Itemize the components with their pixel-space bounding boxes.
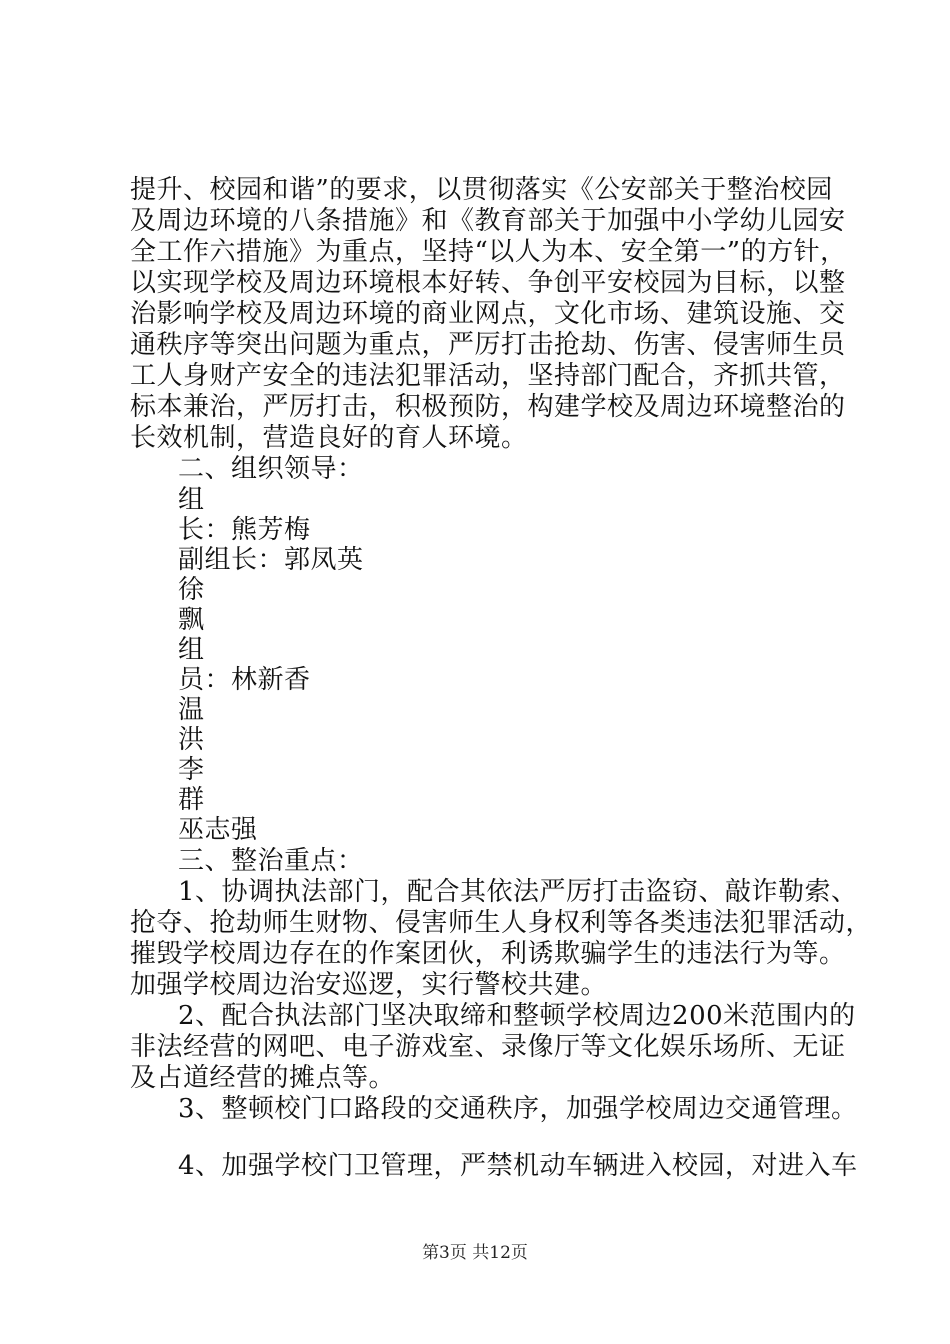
paragraph-line: 通秩序等突出问题为重点，严厉打击抢劫、伤害、侵害师生员 [130, 330, 846, 360]
paragraph-line: 4、加强学校门卫管理，严禁机动车辆进入校园，对进入车 [178, 1151, 858, 1181]
paragraph-line: 长效机制，营造良好的育人环境。 [130, 423, 528, 453]
org-line: 群 [178, 785, 205, 815]
org-line: 洪 [178, 725, 205, 755]
section-heading: 二、组织领导： [178, 454, 364, 484]
org-line: 温 [178, 695, 205, 725]
org-line: 员：林新香 [178, 665, 311, 695]
paragraph-line: 非法经营的网吧、电子游戏室、录像厅等文化娱乐场所、无证 [130, 1032, 846, 1062]
org-line: 组 [178, 485, 205, 515]
paragraph-line: 及周边环境的八条措施》和《教育部关于加强中小学幼儿园安 [130, 206, 846, 236]
paragraph-line: 全工作六措施》为重点，坚持“以人为本、安全第一”的方针， [130, 237, 847, 267]
section-heading: 三、整治重点： [178, 846, 364, 876]
paragraph-line: 提升、校园和谐”的要求，以贯彻落实《公安部关于整治校园 [130, 175, 833, 205]
paragraph-line: 加强学校周边治安巡逻，实行警校共建。 [130, 970, 608, 1000]
org-line: 李 [178, 755, 205, 785]
paragraph-line: 2、配合执法部门坚决取缔和整顿学校周边200米范围内的 [178, 1001, 856, 1031]
org-line: 徐 [178, 575, 205, 605]
org-line: 巫志强 [178, 815, 258, 845]
paragraph-line: 工人身财产安全的违法犯罪活动，坚持部门配合，齐抓共管， [130, 361, 846, 391]
paragraph-line: 1、协调执法部门，配合其依法严厉打击盗窃、敲诈勒索、 [178, 877, 858, 907]
paragraph-line: 标本兼治，严厉打击，积极预防，构建学校及周边环境整治的 [130, 392, 846, 422]
org-line: 组 [178, 635, 205, 665]
paragraph-line: 3、整顿校门口路段的交通秩序，加强学校周边交通管理。 [178, 1094, 858, 1124]
paragraph-line: 以实现学校及周边环境根本好转、争创平安校园为目标，以整 [130, 268, 846, 298]
paragraph-line: 及占道经营的摊点等。 [130, 1063, 396, 1093]
org-line: 副组长：郭凤英 [178, 545, 364, 575]
paragraph-line: 治影响学校及周边环境的商业网点，文化市场、建筑设施、交 [130, 299, 846, 329]
org-line: 飘 [178, 605, 205, 635]
paragraph-line: 摧毁学校周边存在的作案团伙，利诱欺骗学生的违法行为等。 [130, 939, 846, 969]
org-line: 长：熊芳梅 [178, 515, 311, 545]
page-number-footer: 第3页 共12页 [422, 1243, 528, 1263]
paragraph-line: 抢夺、抢劫师生财物、侵害师生人身权利等各类违法犯罪活动， [130, 908, 873, 938]
